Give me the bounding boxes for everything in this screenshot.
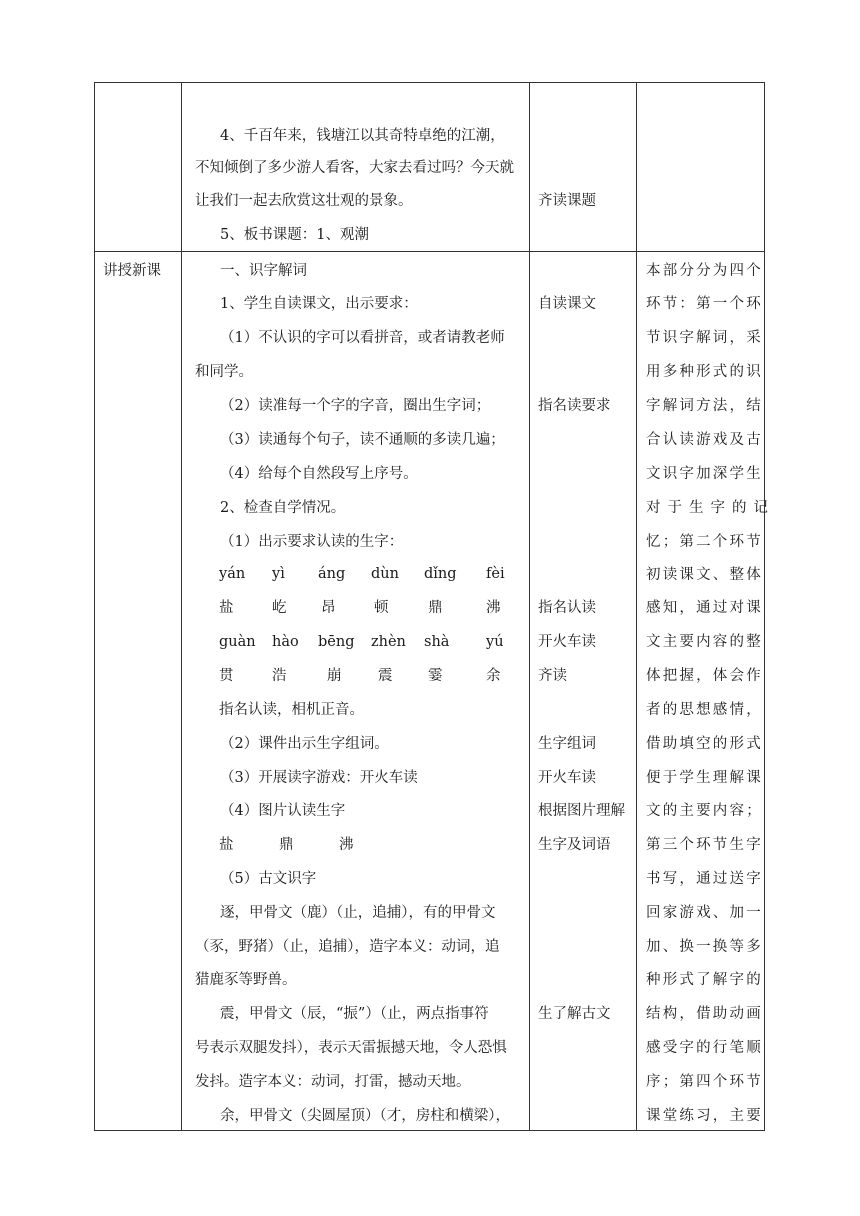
pinyin: dùn	[371, 566, 399, 582]
activity: 指名认读	[538, 600, 596, 616]
pinyin: fèi	[486, 566, 505, 582]
content-line: 一、识字解词	[220, 263, 307, 279]
pinyin: dǐng	[424, 566, 457, 582]
intent-line: 感知，通过对课	[646, 600, 763, 616]
pinyin: hào	[272, 634, 299, 650]
activity: 开火车读	[538, 634, 596, 650]
content-line: 号表示双腿发抖），表示天雷振撼天地，令人恐惧	[195, 1040, 507, 1056]
content-line: 猎鹿豕等野兽。	[195, 972, 297, 988]
activity: 指名读要求	[538, 398, 611, 414]
content-line: （1）不认识的字可以看拼音，或者请教老师	[220, 330, 505, 346]
intent-line: 节识字解词，采	[646, 330, 763, 346]
intent-line: 借助填空的形式	[646, 736, 763, 752]
content-line: 逐，甲骨文（鹿）（止，追捕），有的甲骨文	[220, 905, 496, 921]
content-line: 余，甲骨文（尖圆屋顶）（才，房柱和横梁），	[220, 1108, 510, 1124]
pinyin: áng	[318, 566, 346, 582]
intent-line: 用多种形式的识	[646, 364, 763, 380]
activity: 生了解古文	[538, 1006, 611, 1022]
row1-content-line-1: 4、千百年来，钱塘江以其奇特卓绝的江潮，	[220, 128, 505, 144]
character: 余	[486, 668, 501, 684]
intent-line: 加、换一换等多	[646, 939, 763, 955]
character: 盐	[219, 600, 234, 616]
character: 贯	[219, 668, 234, 684]
pinyin: yì	[272, 566, 285, 582]
activity: 开火车读	[538, 770, 596, 786]
pinyin: yú	[486, 634, 504, 650]
intent-line: 结构，借助动画	[646, 1006, 763, 1022]
activity: 根据图片理解	[538, 803, 625, 819]
intent-line: 种形式了解字的	[646, 972, 763, 988]
content-line: （5）古文识字	[220, 871, 317, 887]
character: 霎	[428, 668, 443, 684]
character: 屹	[272, 600, 287, 616]
row-divider	[94, 251, 765, 252]
content-line: （3）读通每个句子，读不通顺的多读几遍；	[220, 432, 505, 448]
intent-line: 书写，通过送字	[646, 871, 763, 887]
character: 震	[378, 668, 393, 684]
character: 鼎	[279, 837, 294, 853]
intent-line: 第三个环节生字	[646, 837, 763, 853]
activity: 生字及词语	[538, 837, 611, 853]
content-line: （2）读准每一个字的字音，圈出生字词；	[220, 398, 491, 414]
row1-content-line-2: 不知倾倒了多少游人看客，大家去看过吗？今天就	[195, 160, 514, 176]
intent-line: 忆；第二个环节	[646, 534, 763, 550]
character: 顿	[374, 600, 389, 616]
intent-line: 文的主要内容；	[646, 803, 763, 819]
stage-label: 讲授新课	[103, 263, 161, 279]
character: 崩	[327, 668, 342, 684]
content-line: （3）开展读字游戏：开火车读	[220, 770, 418, 786]
intent-line: 环节：第一个环	[646, 296, 763, 312]
pinyin: shà	[424, 634, 450, 650]
row1-activity: 齐读课题	[538, 193, 596, 209]
character: 沸	[339, 837, 354, 853]
column-divider-3	[636, 82, 637, 1131]
intent-line: 对于生字的记	[646, 500, 775, 516]
intent-line: 便于学生理解课	[646, 770, 763, 786]
character: 昂	[321, 600, 336, 616]
activity: 自读课文	[538, 296, 596, 312]
character: 沸	[486, 600, 501, 616]
content-line: （2）课件出示生字组词。	[220, 736, 389, 752]
intent-line: 者的思想感情，	[646, 702, 763, 718]
content-line: 2、检查自学情况。	[220, 500, 346, 516]
intent-line: 本部分分为四个	[646, 263, 763, 279]
intent-line: 文识字加深学生	[646, 466, 763, 482]
intent-line: 体把握，体会作	[646, 668, 763, 684]
row1-content-line-4: 5、板书课题：1、观潮	[220, 227, 369, 243]
content-line: 震，甲骨文（辰，“振”）（止，两点指事符	[220, 1006, 489, 1022]
character: 鼎	[428, 600, 443, 616]
content-line: 指名认读，相机正音。	[219, 702, 364, 718]
intent-line: 文主要内容的整	[646, 634, 763, 650]
intent-line: 初读课文、整体	[646, 567, 763, 583]
row1-content-line-3: 让我们一起去欣赏这壮观的景象。	[195, 193, 413, 209]
column-divider-2	[529, 82, 530, 1131]
column-divider-1	[181, 82, 182, 1131]
pinyin: bēng	[318, 634, 355, 650]
character: 浩	[272, 668, 287, 684]
content-line: （1）出示要求认读的生字：	[220, 534, 404, 550]
content-line: 发抖。造字本义：动词，打雷，撼动天地。	[195, 1074, 471, 1090]
content-line: 1、学生自读课文，出示要求：	[220, 296, 418, 312]
content-line: 和同学。	[195, 364, 253, 380]
pinyin: zhèn	[371, 634, 406, 650]
content-line: （4）图片认读生字	[220, 803, 346, 819]
activity: 齐读	[538, 668, 567, 684]
pinyin: guàn	[219, 634, 256, 650]
intent-line: 回家游戏、加一	[646, 905, 763, 921]
intent-line: 合认读游戏及古	[646, 432, 763, 448]
intent-line: 序；第四个环节	[646, 1074, 763, 1090]
activity: 生字组词	[538, 736, 596, 752]
intent-line: 感受字的行笔顺	[646, 1040, 763, 1056]
intent-line: 课堂练习，主要	[646, 1108, 763, 1124]
character: 盐	[219, 837, 234, 853]
content-line: （4）给每个自然段写上序号。	[220, 466, 418, 482]
intent-line: 字解词方法，结	[646, 398, 763, 414]
content-line: （豕，野猪）（止，追捕），造字本义：动词，追	[195, 939, 500, 955]
pinyin: yán	[219, 566, 246, 582]
